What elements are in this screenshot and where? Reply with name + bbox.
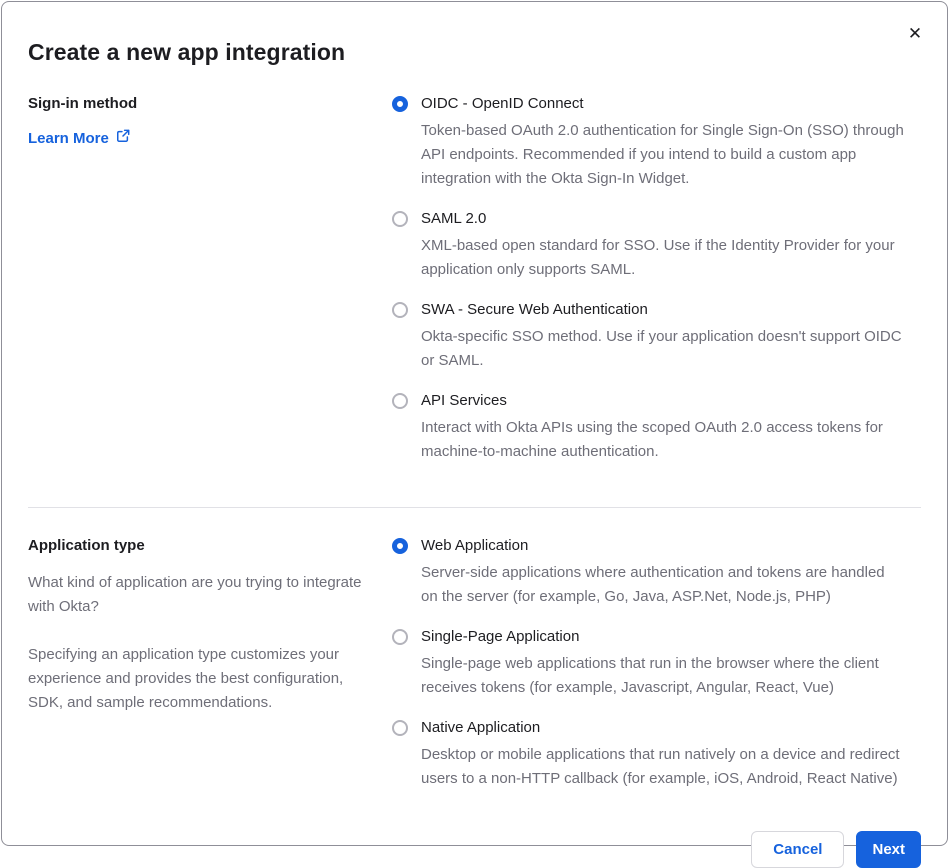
external-link-icon: [116, 129, 130, 147]
cancel-button[interactable]: Cancel: [751, 831, 844, 868]
apptype-option-web-description: Server-side applications where authentication and tokens are handled on the server (for example, Go, Java, ASP.Net, Node.js, PHP): [421, 564, 885, 605]
signin-option-swa: [392, 301, 904, 373]
dialog-title: Create a new app integration: [28, 39, 346, 65]
signin-option-swa-label[interactable]: SWA - Secure Web Authentication: [421, 301, 648, 318]
signin-left-column: [28, 95, 392, 464]
apptype-options: [392, 537, 921, 791]
dialog-footer: [28, 831, 921, 868]
radio-single-page-application[interactable]: [392, 629, 408, 645]
apptype-option-spa-description: Single-page web applications that run in the browser where the client receives tokens (for example, Javascript, Angular, React, Vue): [421, 655, 879, 696]
signin-method-label: Sign-in method: [28, 95, 138, 112]
signin-option-oidc: [392, 95, 904, 191]
radio-swa[interactable]: [392, 302, 408, 318]
signin-option-oidc-label[interactable]: OIDC - OpenID Connect: [421, 95, 584, 112]
application-type-description-2: Specifying an application type customizes your experience and provides the best configuration, SDK, and sample recommendations.: [28, 646, 344, 711]
apptype-option-native-label[interactable]: Native Application: [421, 719, 541, 736]
learn-more-link[interactable]: [28, 129, 130, 147]
signin-option-api-services: [392, 392, 904, 464]
signin-options: [392, 95, 921, 464]
apptype-option-native: [392, 719, 904, 791]
signin-option-swa-description: Okta-specific SSO method. Use if your application doesn't support OIDC or SAML.: [421, 328, 902, 369]
signin-option-saml-description: XML-based open standard for SSO. Use if the Identity Provider for your application only supports SAML.: [421, 237, 895, 278]
apptype-option-native-description: Desktop or mobile applications that run natively on a device and redirect users to a non-HTTP callback (for example, iOS, Android, React Native): [421, 746, 900, 787]
signin-method-section: [28, 95, 921, 464]
signin-option-api-services-label[interactable]: API Services: [421, 392, 507, 409]
radio-api-services[interactable]: [392, 393, 408, 409]
signin-option-oidc-description: Token-based OAuth 2.0 authentication for Single Sign-On (SSO) through API endpoints. Recommended if you intend to build a custom app integration with the Okta Sign-In Widget.: [421, 122, 904, 187]
signin-option-saml: [392, 210, 904, 282]
application-type-label: Application type: [28, 537, 145, 554]
application-type-section: [28, 537, 921, 791]
apptype-left-column: [28, 537, 392, 791]
apptype-option-web-label[interactable]: Web Application: [421, 537, 529, 554]
learn-more-label: Learn More: [28, 129, 109, 147]
create-app-integration-dialog: [1, 1, 948, 858]
close-icon[interactable]: ✕: [903, 22, 927, 46]
apptype-option-spa-label[interactable]: Single-Page Application: [421, 628, 580, 645]
radio-saml[interactable]: [392, 211, 408, 227]
radio-oidc[interactable]: [392, 96, 408, 112]
application-type-description-1: What kind of application are you trying to integrate with Okta?: [28, 574, 362, 615]
signin-option-api-services-description: Interact with Okta APIs using the scoped OAuth 2.0 access tokens for machine-to-machine authentication.: [421, 419, 883, 460]
apptype-option-spa: [392, 628, 904, 700]
signin-option-saml-label[interactable]: SAML 2.0: [421, 210, 487, 227]
next-button[interactable]: Next: [856, 831, 921, 868]
apptype-option-web: [392, 537, 904, 609]
radio-native-application[interactable]: [392, 720, 408, 736]
radio-web-application[interactable]: [392, 538, 408, 554]
section-divider: [28, 507, 921, 508]
